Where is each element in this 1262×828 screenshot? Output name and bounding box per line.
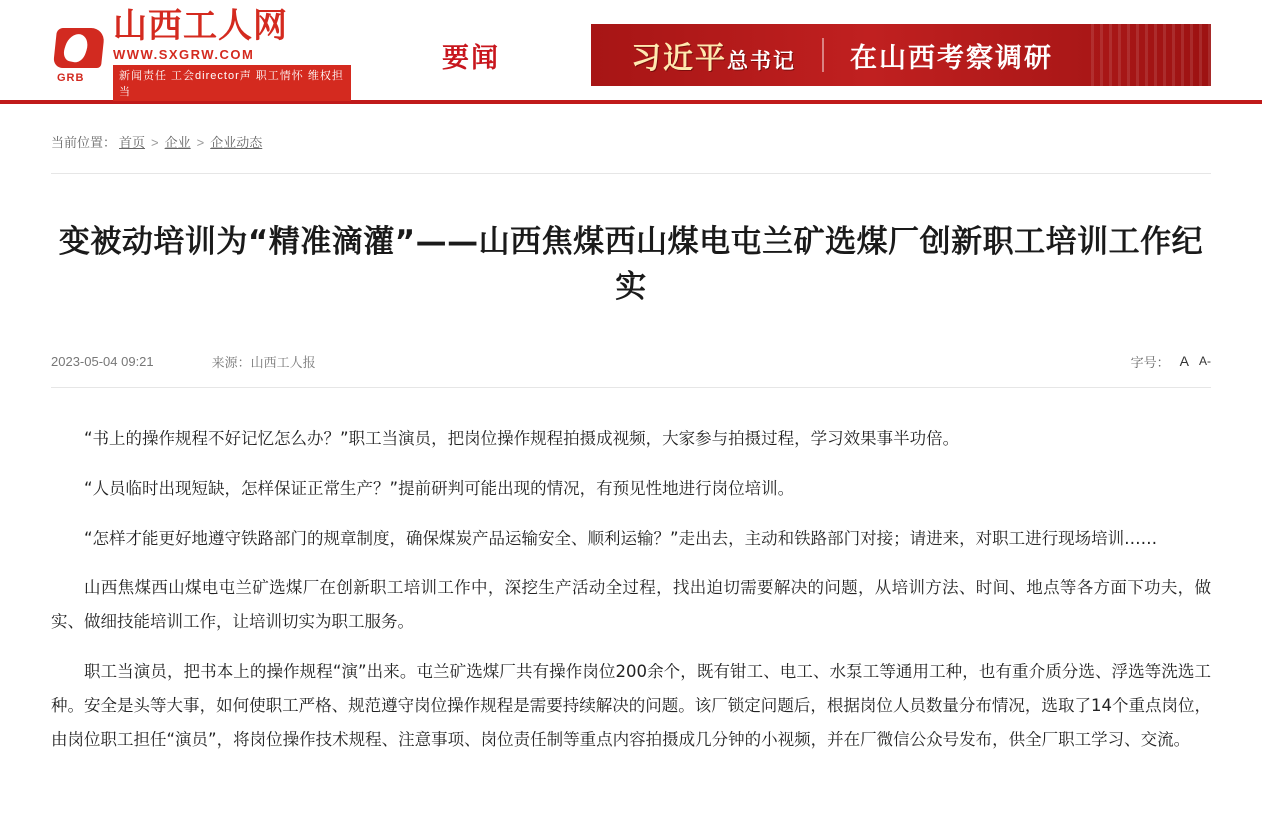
font-size-increase-button[interactable]: A bbox=[1179, 353, 1189, 370]
banner-subtitle: 在山西考察调研 bbox=[850, 42, 1053, 74]
breadcrumb-separator: > bbox=[196, 135, 205, 150]
breadcrumb-separator: > bbox=[151, 135, 159, 150]
article-paragraph: 山西焦煤西山煤电屯兰矿选煤厂在创新职工培训工作中，深挖生产活动全过程，找出迫切需要解决的问题，从培训方法、时间、地点等各方面下功夫，做实、做细技能培训工作，让培训切实为职工服务。 bbox=[51, 578, 1211, 632]
banner-divider bbox=[822, 38, 824, 72]
logo-grb-label: GRB bbox=[57, 72, 85, 84]
article-source-label: 来源： bbox=[211, 354, 251, 370]
breadcrumb-item-enterprise[interactable]: 企业 bbox=[164, 135, 191, 150]
breadcrumb-label: 当前位置： bbox=[51, 135, 117, 150]
logo-swoosh-icon bbox=[51, 26, 107, 84]
font-size-label: 字号： bbox=[1130, 354, 1170, 370]
article-meta-bar bbox=[51, 352, 1211, 388]
font-size-decrease-button[interactable]: A- bbox=[1199, 354, 1211, 369]
banner-title-small: 总书记 bbox=[727, 48, 796, 73]
article-date: 2023-05-04 09:21 bbox=[51, 353, 154, 369]
site-logo[interactable] bbox=[51, 6, 351, 101]
logo-title: 山西工人网 bbox=[113, 6, 288, 47]
breadcrumb-item-enterprise-news[interactable]: 企业动态 bbox=[210, 135, 263, 150]
article-body bbox=[51, 422, 1211, 757]
logo-slogan: 新闻责任 工会director声 职工情怀 维权担当 bbox=[113, 65, 351, 101]
banner-title bbox=[631, 33, 796, 77]
article-paragraph: “怎样才能更好地遵守铁路部门的规章制度，确保煤炭产品运输安全、顺利运输？”走出去，主动和铁路部门对接；请进来，对职工进行现场培训…… bbox=[84, 528, 1158, 548]
site-header bbox=[0, 0, 1262, 104]
font-size-controls bbox=[1131, 352, 1211, 371]
nav-item-toutiao[interactable]: 要闻 bbox=[442, 42, 500, 73]
logo-text bbox=[113, 6, 351, 101]
article-paragraph: 职工当演员，把书本上的操作规程“演”出来。屯兰矿选煤厂共有操作岗位200余个，既有钳工、电工、水泵工等通用工种，也有重介质分选、浮选等洗选工种。安全是头等大事，如何使职工严格、规范遵守岗位操作规程是需要持续解决的问题。该厂锁定问题后，根据岗位人员数量分布情况，选取了14个重点岗位，由岗位职工担任“演员”，将岗位操作技术规程、注意事项、岗位责任制等重点内容拍摄成几分钟的小视频，并在厂微信公众号发布，供全厂职工学习、交流。 bbox=[51, 661, 1211, 749]
breadcrumb bbox=[51, 132, 1211, 174]
logo-url: WWW.SXGRW.COM bbox=[113, 46, 255, 62]
article-source-value: 山西工人报 bbox=[250, 354, 316, 370]
breadcrumb-item-home[interactable]: 首页 bbox=[119, 135, 146, 150]
article bbox=[51, 220, 1211, 756]
special-topic-banner[interactable] bbox=[591, 24, 1211, 86]
header-inner bbox=[51, 6, 1211, 100]
article-source bbox=[212, 352, 316, 371]
page-title: 变被动培训为“精准滴灌”——山西焦煤西山煤电屯兰矿选煤厂创新职工培训工作纪实 bbox=[58, 224, 1204, 305]
article-paragraph: “书上的操作规程不好记忆怎么办？”职工当演员，把岗位操作规程拍摄成视频，大家参与拍摄过程，学习效果事半功倍。 bbox=[84, 428, 960, 448]
article-paragraph: “人员临时出现短缺，怎样保证正常生产？”提前研判可能出现的情况，有预见性地进行岗位培训。 bbox=[84, 478, 795, 498]
banner-title-main: 习近平 bbox=[631, 41, 727, 76]
